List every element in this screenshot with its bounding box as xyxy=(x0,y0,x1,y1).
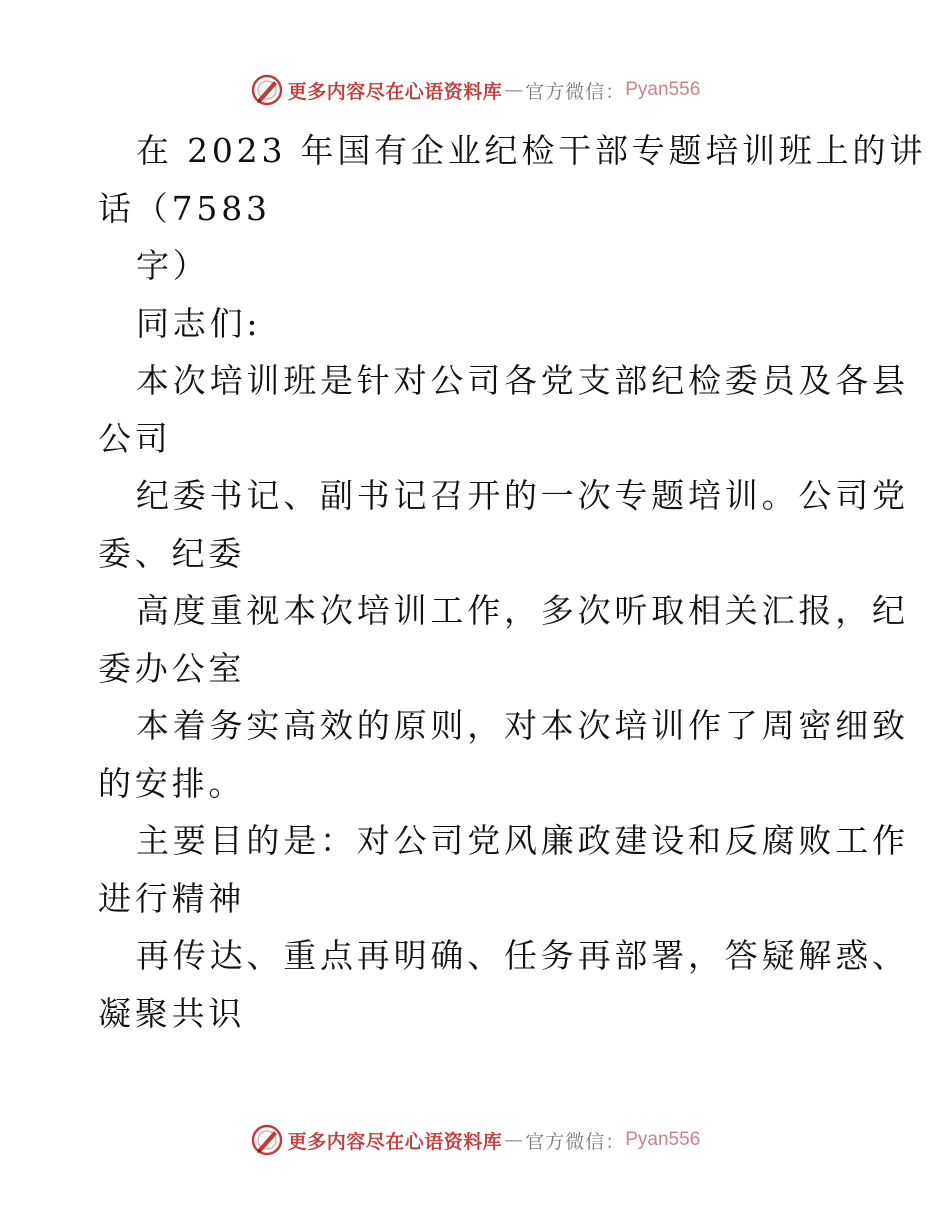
text-line: 纪委书记、副书记召开的一次专题培训。公司党 xyxy=(136,476,909,515)
footer-watermark xyxy=(0,1118,950,1162)
text-line: 委、纪委 xyxy=(98,533,246,573)
text-line: 公司 xyxy=(98,418,172,458)
text-line: 字） xyxy=(136,246,210,285)
pen-circle-logo-icon xyxy=(250,1123,284,1157)
header-watermark xyxy=(0,68,950,112)
watermark-brand: 更多内容尽在心语资料库 xyxy=(287,1130,503,1153)
text-line: 本次培训班是针对公司各党支部纪检委员及各县 xyxy=(136,361,909,400)
text-line: 进行精神 xyxy=(98,878,246,918)
watermark-separator: — xyxy=(504,1129,524,1151)
watermark-brand: 更多内容尽在心语资料库 xyxy=(287,80,503,103)
pen-circle-logo-icon xyxy=(250,73,284,107)
text-line: 同志们: xyxy=(136,303,262,343)
text-line: 再传达、重点再明确、任务再部署，答疑解惑、 xyxy=(136,936,909,975)
text-line: 高度重视本次培训工作，多次听取相关汇报，纪 xyxy=(136,591,909,630)
watermark-wechat-label: 官方微信： xyxy=(525,1130,626,1153)
watermark-wechat-label: 官方微信： xyxy=(525,80,626,103)
text-line: 在 2023 年国有企业纪检干部专题培训班上的讲 xyxy=(136,131,927,170)
text-line: 话（7583 xyxy=(98,188,271,228)
text-line: 凝聚共识 xyxy=(98,993,246,1033)
text-line: 的安排。 xyxy=(98,763,246,803)
watermark-wechat-id: Pyan556 xyxy=(625,1129,701,1150)
text-line: 委办公室 xyxy=(98,648,246,688)
document-body xyxy=(98,122,927,1042)
text-line: 主要目的是：对公司党风廉政建设和反腐败工作 xyxy=(136,821,909,860)
watermark-wechat-id: Pyan556 xyxy=(625,79,701,100)
text-line: 本着务实高效的原则，对本次培训作了周密细致 xyxy=(136,706,909,745)
watermark-separator: — xyxy=(504,79,524,101)
